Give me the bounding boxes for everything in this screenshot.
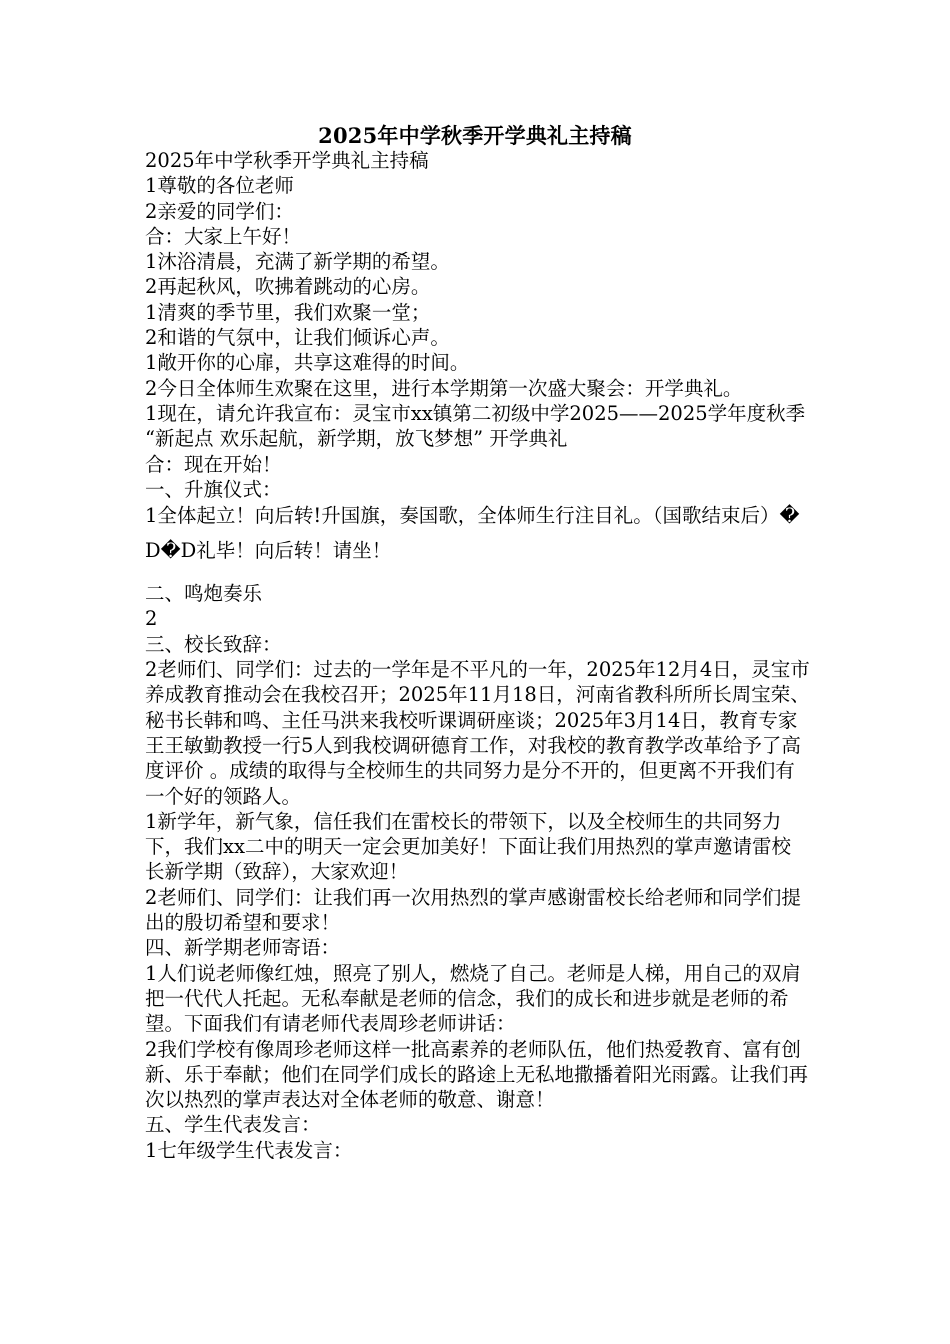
paragraph: 2025年中学秋季开学典礼主持稿 (145, 149, 429, 172)
paragraph: 1七年级学生代表发言： (145, 1138, 353, 1162)
paragraph: 1敞开你的心扉，共享这难得的时间。 (145, 351, 470, 375)
paragraph: 2 (145, 607, 158, 631)
paragraph: 2我们学校有像周珍老师这样一批高素养的老师队伍，他们热爱教育、富有创新、乐于奉献；他们在同学们成长的路途上无私地撒播着阳光雨露。让我们再次以热烈的掌声表达对全体老师的敬意、谢意！ (145, 1037, 809, 1112)
paragraph: 2再起秋风，吹拂着跳动的心房。 (145, 275, 431, 299)
paragraph: 一、升旗仪式： (145, 477, 282, 501)
paragraph: 合：大家上午好！ (145, 224, 302, 248)
paragraph: 1沐浴清晨，充满了新学期的希望。 (145, 250, 450, 274)
paragraph: 五、学生代表发言： (145, 1113, 321, 1137)
paragraph: 1清爽的季节里，我们欢聚一堂； (145, 300, 431, 324)
paragraph: 二、鸣炮奏乐 (145, 582, 263, 606)
paragraph: 2亲爱的同学们： (145, 199, 294, 223)
paragraph: 1全体起立！向后转!升国旗，奏国歌，全体师生行注目礼。（国歌结束后）�D�D礼毕！向后转！请坐！ (145, 504, 800, 563)
paragraph: 四、新学期老师寄语： (145, 936, 341, 960)
document-title: 2025年中学秋季开学典礼主持稿 (318, 123, 632, 148)
paragraph: 2今日全体师生欢聚在这里，进行本学期第一次盛大聚会：开学典礼。 (145, 376, 743, 400)
paragraph: 1人们说老师像红烛，照亮了别人，燃烧了自己。老师是人梯，用自己的双肩把一代代人托起。无私奉献是老师的信念，我们的成长和进步就是老师的希望。下面我们有请老师代表周珍老师讲话： (145, 961, 801, 1036)
paragraph: 2和谐的气氛中，让我们倾诉心声。 (145, 326, 450, 350)
paragraph: 合：现在开始！ (145, 452, 282, 476)
document-body (145, 148, 810, 1163)
paragraph: 1新学年，新气象，信任我们在雷校长的带领下，以及全校师生的共同努力下，我们xx二中的明天一定会更加美好！下面让我们用热烈的掌声邀请雷校长新学期（致辞），大家欢迎！ (145, 809, 791, 884)
paragraph: 三、校长致辞： (145, 632, 282, 656)
paragraph: 1尊敬的各位老师 (145, 174, 294, 198)
paragraph: 2老师们、同学们：过去的一学年是不平凡的一年，2025年12月4日，灵宝市养成教育推动会在我校召开；2025年11月18日，河南省教科所所长周宝荣、秘书长韩和鸣、主任马洪来我校听课调研座谈；2025年3月14日，教育专家王王敏勤教授一行5人到我校调研德育工作，对我校的教育教学改革给予了高度评价 。成绩的取得与全校师生的共同努力是分不开的，但更离不开我们有一个好的领路人。 (145, 658, 810, 808)
paragraph: 2老师们、同学们：让我们再一次用热烈的掌声感谢雷校长给老师和同学们提出的殷切希望和要求！ (145, 885, 801, 935)
paragraph: 1现在，请允许我宣布：灵宝市xx镇第二初级中学2025——2025学年度秋季 “新起点 欢乐起航，新学期，放飞梦想” 开学典礼 (145, 401, 806, 451)
